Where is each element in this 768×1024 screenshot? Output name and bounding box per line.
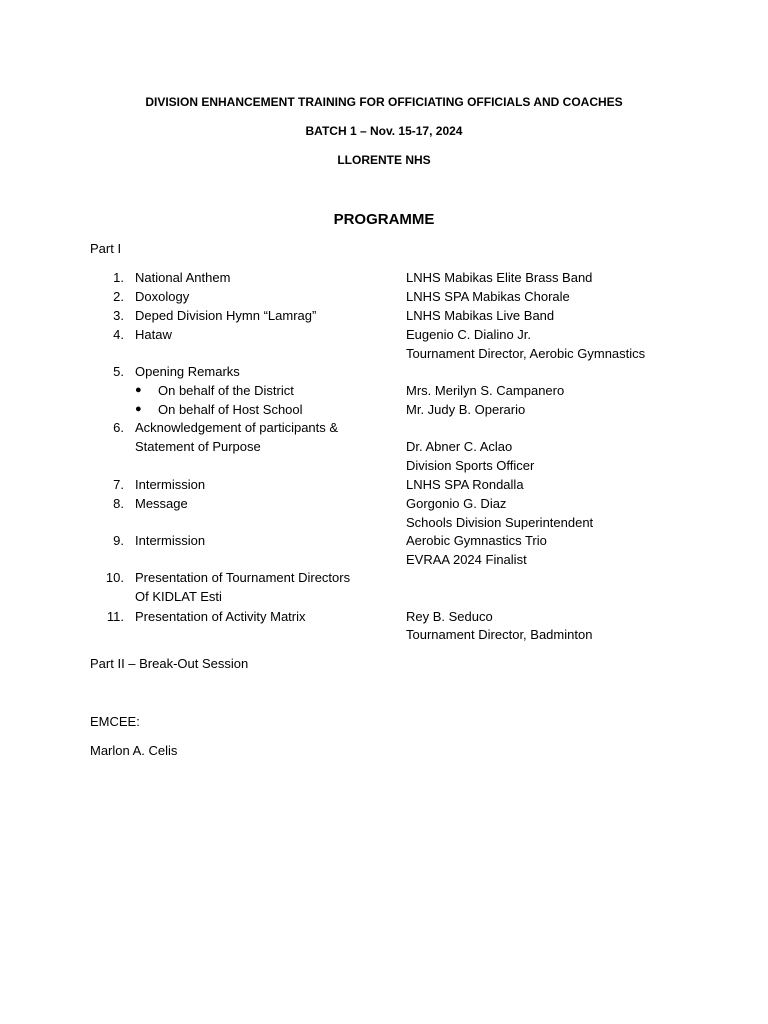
item-performer-role: Division Sports Officer xyxy=(406,458,535,473)
item-number: 2. xyxy=(113,289,124,304)
part1-label: Part I xyxy=(90,241,122,256)
item-number: 10. xyxy=(105,570,124,585)
sub-item-title: On behalf of the District xyxy=(158,383,294,398)
item-performer: LNHS SPA Rondalla xyxy=(406,477,524,492)
item-title: Doxology xyxy=(135,289,190,304)
item-performer-role: EVRAA 2024 Finalist xyxy=(406,552,527,567)
emcee-name: Marlon A. Celis xyxy=(90,743,178,758)
item-number: 7. xyxy=(113,477,124,492)
item-performer: LNHS Mabikas Elite Brass Band xyxy=(406,270,593,285)
item-performer-role: Tournament Director, Aerobic Gymnastics xyxy=(406,346,646,361)
programme-heading: PROGRAMME xyxy=(333,211,435,228)
item-performer: Dr. Abner C. Aclao xyxy=(406,439,513,454)
item-performer: LNHS SPA Mabikas Chorale xyxy=(406,289,570,304)
emcee-label: EMCEE: xyxy=(90,714,140,729)
item-performer-role: Tournament Director, Badminton xyxy=(406,627,593,642)
item-title: Presentation of Tournament Directors xyxy=(135,570,351,585)
item-number: 4. xyxy=(113,327,124,342)
item-title: Opening Remarks xyxy=(135,364,240,379)
sub-item-speaker: Mrs. Merilyn S. Campanero xyxy=(406,383,565,398)
item-title: Intermission xyxy=(135,533,206,548)
sub-item-title: On behalf of Host School xyxy=(158,402,303,417)
item-title: National Anthem xyxy=(135,270,231,285)
item-performer: Rey B. Seduco xyxy=(406,609,493,624)
document-title: DIVISION ENHANCEMENT TRAINING FOR OFFICIATING OFFICIALS AND COACHES xyxy=(145,95,623,109)
item-performer-role: Schools Division Superintendent xyxy=(406,515,594,530)
item-number: 5. xyxy=(113,364,124,379)
item-title: Acknowledgement of participants & xyxy=(135,420,339,435)
item-title: Intermission xyxy=(135,477,206,492)
item-title: Presentation of Activity Matrix xyxy=(135,609,306,624)
item-performer: Eugenio C. Dialino Jr. xyxy=(406,327,532,342)
item-number: 6. xyxy=(113,420,124,435)
part2-label: Part II – Break-Out Session xyxy=(90,656,249,671)
item-number: 11. xyxy=(106,609,124,624)
item-performer: Gorgonio G. Diaz xyxy=(406,496,507,511)
venue: LLORENTE NHS xyxy=(337,153,431,167)
item-performer: Aerobic Gymnastics Trio xyxy=(406,533,547,548)
bullet-icon: ● xyxy=(135,403,142,415)
bullet-icon: ● xyxy=(135,384,142,396)
item-number: 1. xyxy=(113,270,124,285)
item-number: 9. xyxy=(113,533,124,548)
item-performer: LNHS Mabikas Live Band xyxy=(406,308,555,323)
sub-item-speaker: Mr. Judy B. Operario xyxy=(406,402,526,417)
item-number: 3. xyxy=(113,308,124,323)
item-title: Hataw xyxy=(135,327,172,342)
item-title: Message xyxy=(135,496,188,511)
batch-date: BATCH 1 – Nov. 15-17, 2024 xyxy=(305,124,463,138)
item-number: 8. xyxy=(113,496,124,511)
item-title-cont: Statement of Purpose xyxy=(135,439,261,454)
item-title-cont: Of KIDLAT Esti xyxy=(135,589,222,604)
item-title: Deped Division Hymn “Lamrag” xyxy=(135,308,317,323)
